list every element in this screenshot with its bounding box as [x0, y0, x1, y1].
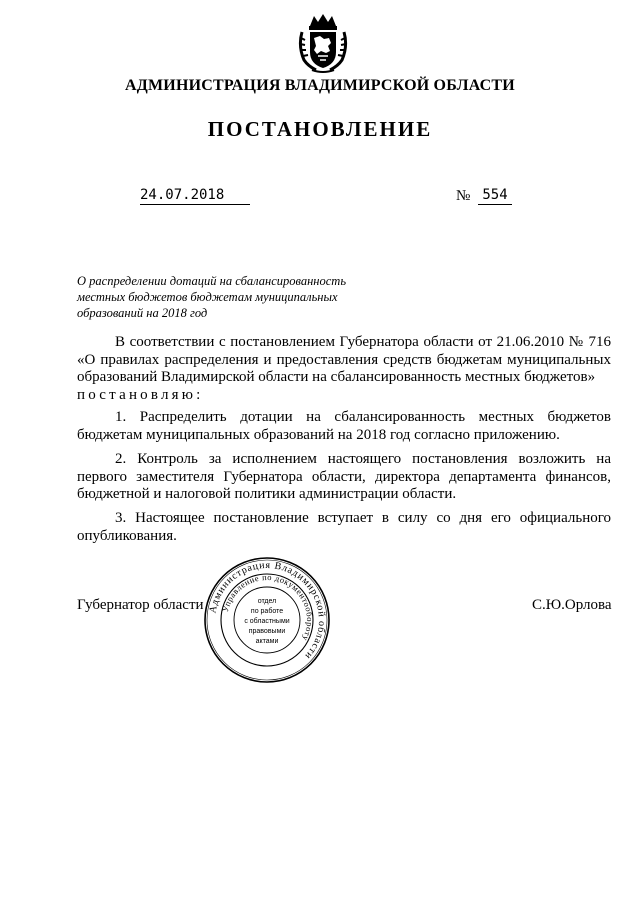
item-2-text: 2. Контроль за исполнением настоящего постановления возложить на первого заместителя Губернатора области, директора департамента финансов, бюджетной и налоговой политики администрации области. [77, 451, 611, 502]
official-seal-stamp [203, 556, 331, 684]
item-3-text: 3. Настоящее постановление вступает в силу со дня его официального опубликования. [77, 510, 611, 544]
document-subject: О распределении дотаций на сбалансированность местных бюджетов бюджетам муниципальных образований на 2018 год [77, 274, 347, 320]
issuing-authority: АДМИНИСТРАЦИЯ ВЛАДИМИРСКОЙ ОБЛАСТИ [125, 77, 515, 94]
document-number: 554 [478, 187, 512, 205]
seal-inner-line: отдел [257, 598, 277, 605]
seal-inner-line: с областными [244, 618, 290, 625]
preamble [77, 334, 611, 404]
signer-name: С.Ю.Орлова [532, 597, 612, 613]
seal-inner-line: по работе [250, 608, 284, 615]
number-label: № [456, 188, 471, 204]
item-2 [77, 451, 611, 504]
document-date: 24.07.2018 [140, 187, 250, 205]
item-3 [77, 510, 611, 545]
coat-of-arms-icon [298, 12, 348, 74]
preamble-text: В соответствии с постановлением Губернатора области от 21.06.2010 № 716 «О правилах распределения и предоставления средств бюджетам муниципальных образований Владимирской области на сбалансированность местных бюджетов» [77, 334, 611, 385]
resolve-word: постановляю: [77, 386, 204, 403]
seal-middle-text: Управление по документообороту [219, 571, 316, 643]
seal-outer-text: Администрация Владимирской области [207, 559, 328, 662]
item-1-text: 1. Распределить дотации на сбалансированность местных бюджетов бюджетам муниципальных образований на 2018 год согласно приложению. [77, 409, 611, 443]
seal-inner-line: правовыми [248, 628, 286, 635]
document-type-title: ПОСТАНОВЛЕНИЕ [207, 117, 433, 141]
seal-inner-line: актами [255, 638, 279, 645]
item-1 [77, 409, 611, 444]
signer-position: Губернатор области [77, 597, 204, 613]
